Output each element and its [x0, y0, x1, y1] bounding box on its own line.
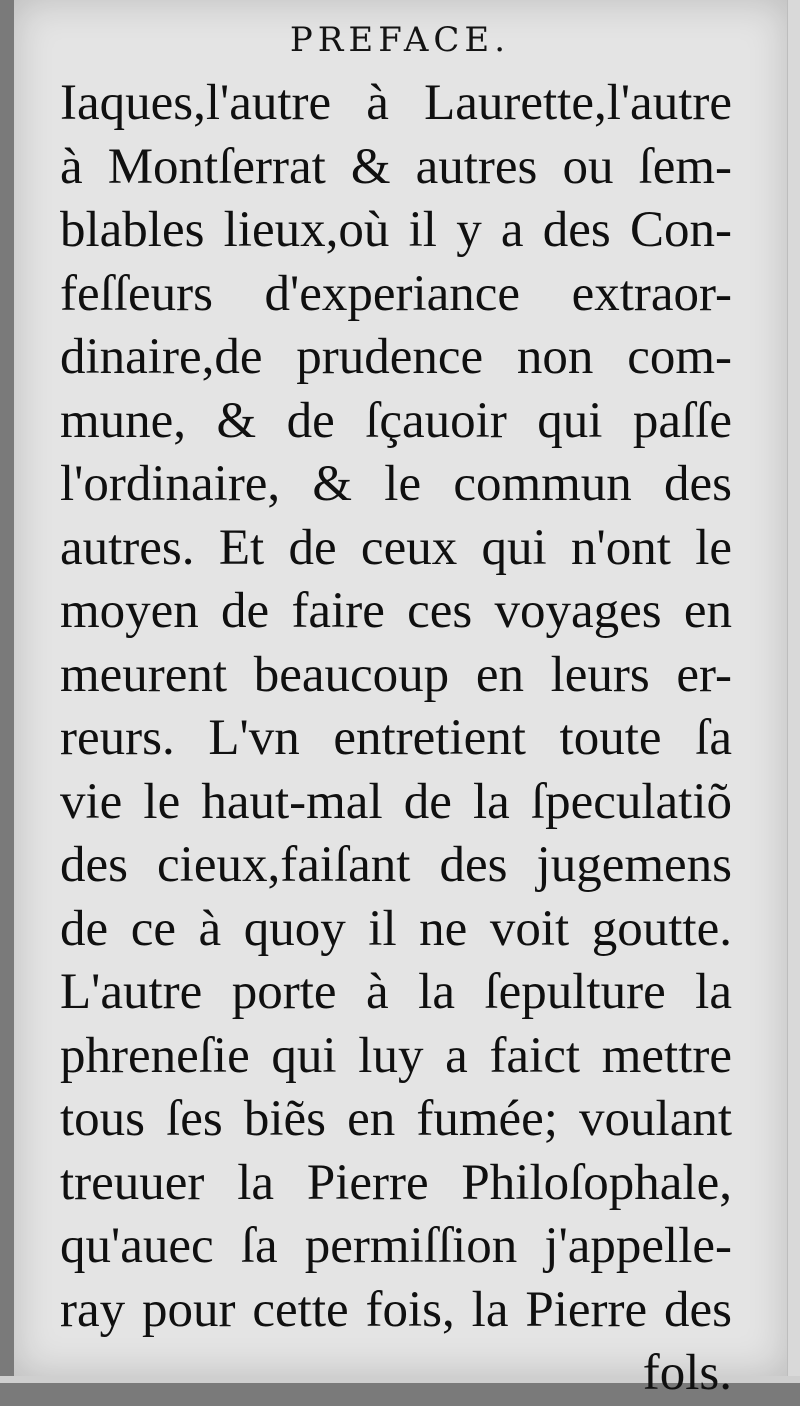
- text-line: reurs. L'vn entretient toute ſa: [60, 707, 732, 771]
- text-line-last: fols.: [60, 1342, 732, 1406]
- text-line: meurent beaucoup en leurs er-: [60, 644, 732, 708]
- running-header: PREFACE.: [0, 20, 800, 60]
- text-line: vie le haut-mal de la ſpeculatiõ: [60, 771, 732, 835]
- page-edge-right: [787, 0, 800, 1383]
- text-line: mune, & de ſçauoir qui paſſe: [60, 390, 732, 454]
- text-line: ray pour cette fois, la Pierre des: [60, 1279, 732, 1343]
- text-line: l'ordinaire, & le commun des: [60, 453, 732, 517]
- text-line: tous ſes biẽs en fumée; voulant: [60, 1088, 732, 1152]
- text-line: treuuer la Pierre Philoſophale,: [60, 1152, 732, 1216]
- text-line: feſſeurs d'experiance extraor-: [60, 263, 732, 327]
- text-line: autres. Et de ceux qui n'ont le: [60, 517, 732, 581]
- text-line: qu'auec ſa permiſſion j'appelle-: [60, 1215, 732, 1279]
- text-line: à Montſerrat & autres ou ſem-: [60, 136, 732, 200]
- text-line: L'autre porte à la ſepulture la: [60, 961, 732, 1025]
- text-line: phreneſie qui luy a faict mettre: [60, 1025, 732, 1089]
- text-line: moyen de faire ces voyages en: [60, 580, 732, 644]
- text-line: des cieux,faiſant des jugemens: [60, 834, 732, 898]
- text-line: Iaques,l'autre à Laurette,l'autre: [60, 72, 732, 136]
- body-text: [60, 72, 732, 1406]
- text-line: de ce à quoy il ne voit goutte.: [60, 898, 732, 962]
- text-line: blables lieux,où il y a des Con-: [60, 199, 732, 263]
- text-line: dinaire,de prudence non com-: [60, 326, 732, 390]
